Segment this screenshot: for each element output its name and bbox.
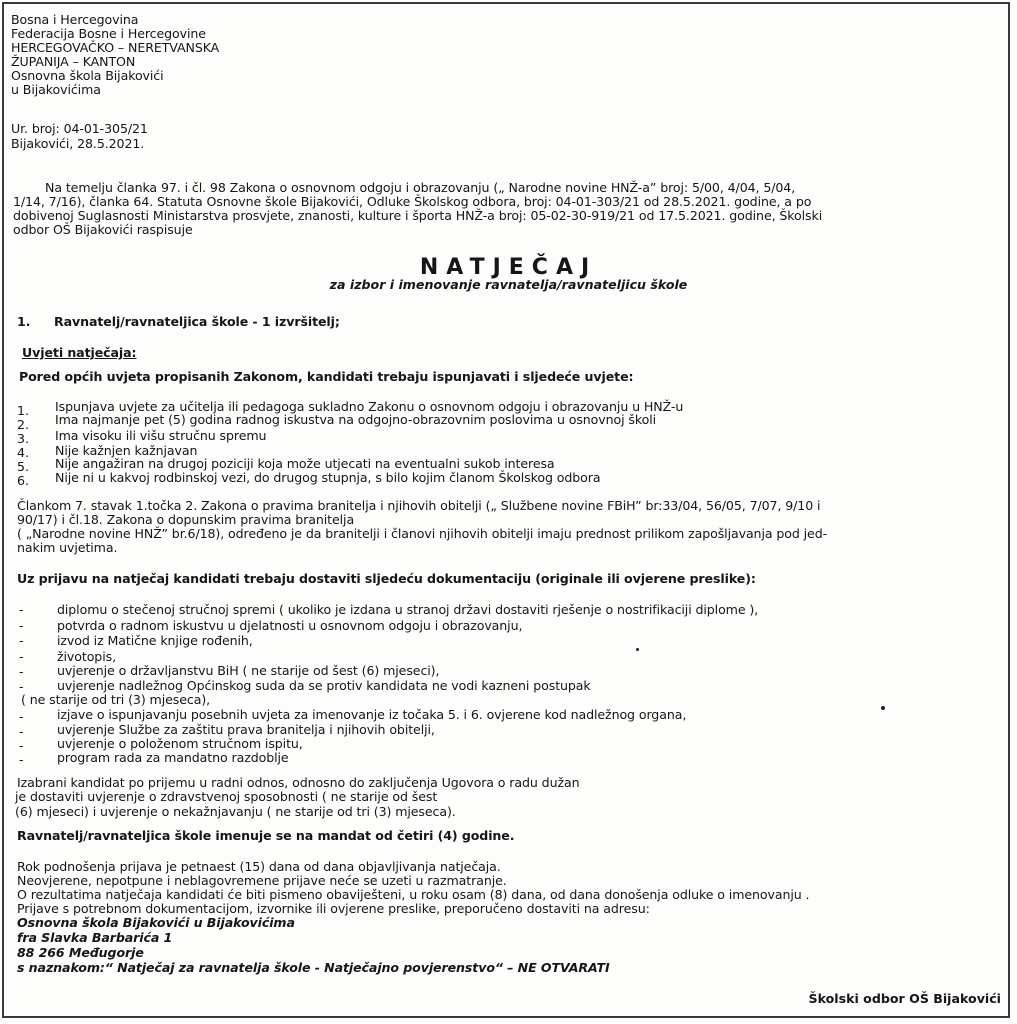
document-date: Bijakovići, 28.5.2021.	[11, 136, 145, 151]
selected-line: (6) mjeseci) i uvjerenje o nekažnjavanju ( ne starije od tri (3) mjeseca).	[15, 804, 456, 819]
dash: -	[19, 602, 24, 617]
header-line: Osnovna škola Bijakovići	[11, 68, 164, 83]
veterans-line: 90/17) i čl.18. Zakona o dopunskim pravima branitelja	[17, 512, 355, 527]
address-line: s naznakom:“ Natječaj za ravnatelja škole - Natječajno povjerenstvo“ – NE OTVARATI	[17, 960, 610, 975]
documents-heading: Uz prijavu na natječaj kandidati trebaju dostaviti sljedeću dokumentaciju (originale ili ovjerene preslike):	[17, 571, 756, 586]
reference-number: Ur. broj: 04-01-305/21	[11, 121, 148, 136]
selected-line: Izabrani kandidat po prijemu u radni odnos, odnosno do zaključenja Ugovora o radu dužan	[17, 775, 580, 790]
dash: -	[19, 738, 24, 753]
condition-number: 3.	[17, 431, 30, 446]
header-line: ŽUPANIJA – KANTON	[11, 54, 136, 69]
condition-number: 4.	[17, 445, 30, 460]
position-number: 1.	[17, 314, 31, 329]
intro-line: Na temelju članka 97. i čl. 98 Zakona o osnovnom odgoju i obrazovanju („ Narodne novine HNŽ-a” broj: 5/00, 4/04, 5/04,	[45, 180, 796, 195]
dash: -	[19, 709, 24, 724]
veterans-line: Člankom 7. stavak 1.točka 2. Zakona o pravima branitelja i njihovih obitelji („ Službene novine FBiH” br:33/04, 56/05, 7/07, 9/10 i	[17, 498, 821, 513]
condition-item: Nije kažnjen kažnjavan	[55, 443, 198, 458]
document-item: životopis,	[57, 649, 116, 664]
condition-item: Nije ni u kakvoj rodbinskoj vezi, do drugog stupnja, s bilo kojim članom Školskog odbora	[55, 470, 601, 485]
scan-speck	[881, 706, 885, 710]
document-item: potvrda o radnom iskustvu u djelatnosti u osnovnom odgoju i obrazovanju,	[57, 618, 523, 633]
document-item: izvod iz Matične knjige rođenih,	[57, 633, 253, 648]
mandate-line: Ravnatelj/ravnateljica škole imenuje se na mandat od četiri (4) godine.	[17, 828, 515, 843]
deadline-line: Neovjerene, nepotpune i neblagovremene prijave neće se uzeti u razmatranje.	[17, 873, 507, 888]
deadline-line: Rok podnošenja prijava je petnaest (15) dana od dana objavljivanja natječaja.	[17, 859, 501, 874]
condition-item: Ispunjava uvjete za učitelja ili pedagoga sukladno Zakonu o osnovnom odgoju i obrazovanju u HNŽ-u	[55, 399, 684, 414]
intro-line: 1/14, 7/16), članka 64. Statuta Osnovne škole Bijakovići, Odluke Školskog odbora, broj: 04-01-303/21 od 28.5.2021. godine, a po	[13, 194, 812, 209]
signature: Školski odbor OŠ Bijakovići	[808, 991, 1001, 1006]
deadline-line: O rezultatima natječaja kandidati će biti pismeno obaviješteni, u roku osam (8) dana, od dana donošenja odluke o imenovanju .	[17, 887, 810, 902]
header-line: HERCEGOVAČKO – NERETVANSKA	[11, 40, 220, 55]
selected-line: je dostaviti uvjerenje o zdravstvenoj sposobnosti ( ne starije od šest	[15, 789, 438, 804]
dash: -	[19, 664, 24, 679]
intro-line: odbor OŠ Bijakovići raspisuje	[13, 222, 193, 237]
address-line: Osnovna škola Bijakovići u Bijakovićima	[17, 915, 295, 930]
address-line: 88 266 Međugorje	[17, 945, 144, 960]
address-line: fra Slavka Barbarića 1	[17, 930, 173, 945]
veterans-line: nakim uvjetima.	[17, 540, 118, 555]
condition-number: 1.	[17, 403, 30, 418]
document-item: uvjerenje o državljanstvu BiH ( ne starije od šest (6) mjeseci),	[57, 663, 440, 678]
conditions-heading: Uvjeti natječaja:	[22, 345, 137, 360]
header-line: Bosna i Hercegovina	[11, 12, 139, 27]
dash: -	[19, 752, 24, 767]
document-item: uvjerenje o položenom stručnom ispitu,	[57, 736, 303, 751]
header-line: u Bijakovićima	[11, 82, 101, 97]
dash: -	[19, 618, 24, 633]
scan-speck	[636, 648, 639, 651]
condition-number: 5.	[17, 459, 30, 474]
dash: -	[19, 633, 24, 648]
dash: -	[19, 649, 24, 664]
document-item: program rada za mandatno razdoblje	[57, 750, 289, 765]
intro-line: dobivenoj Suglasnosti Ministarstva prosvjete, znanosti, kulture i športa HNŽ-a broj: 05-02-30-919/21 od 17.5.2021. godine, Školski	[13, 208, 823, 223]
document-item: izjave o ispunjavanju posebnih uvjeta za imenovanje iz točaka 5. i 6. ovjerene kod nadležnog organa,	[57, 707, 687, 722]
veterans-line: ( „Narodne novine HNŽ” br.6/18), određeno je da branitelji i članovi njihovih obitelji imaju prednost prilikom zapošljavanja pod jed-	[17, 526, 828, 541]
dash: -	[19, 724, 24, 739]
deadline-line: Prijave s potrebnom dokumentacijom, izvornike ili ovjerene preslike, preporučeno dostaviti na adresu:	[17, 901, 650, 916]
condition-number: 2.	[17, 417, 30, 432]
condition-number: 6.	[17, 473, 30, 488]
document-item: uvjerenje Službe za zaštitu prava branitelja i njihovih obitelji,	[57, 722, 435, 737]
header-line: Federacija Bosne i Hercegovine	[11, 26, 206, 41]
document-item-continuation: ( ne starije od tri (3) mjeseca),	[21, 692, 211, 707]
page-subtitle: za izbor i imenovanje ravnatelja/ravnateljicu škole	[329, 277, 688, 292]
condition-item: Ima najmanje pet (5) godina radnog iskustva na odgojno-obrazovnim poslovima u osnovnoj školi	[55, 412, 657, 427]
condition-item: Ima visoku ili višu stručnu spremu	[55, 428, 267, 443]
document-item: diplomu o stečenoj stručnoj spremi ( ukoliko je izdana u stranoj državi dostaviti rješenje o nostrifikaciji diplome ),	[57, 602, 759, 617]
document-item: uvjerenje nadležnog Općinskog suda da se protiv kandidata ne vodi kazneni postupak	[57, 678, 591, 693]
dash: -	[19, 679, 24, 694]
condition-item: Nije angažiran na drugoj poziciji koja može utjecati na eventualni sukob interesa	[55, 456, 555, 471]
position-title: Ravnatelj/ravnateljica škole - 1 izvršitelj;	[54, 314, 340, 329]
page-title: NATJEČAJ	[419, 255, 598, 280]
conditions-intro: Pored općih uvjeta propisanih Zakonom, kandidati trebaju ispunjavati i sljedeće uvjete:	[19, 369, 634, 384]
